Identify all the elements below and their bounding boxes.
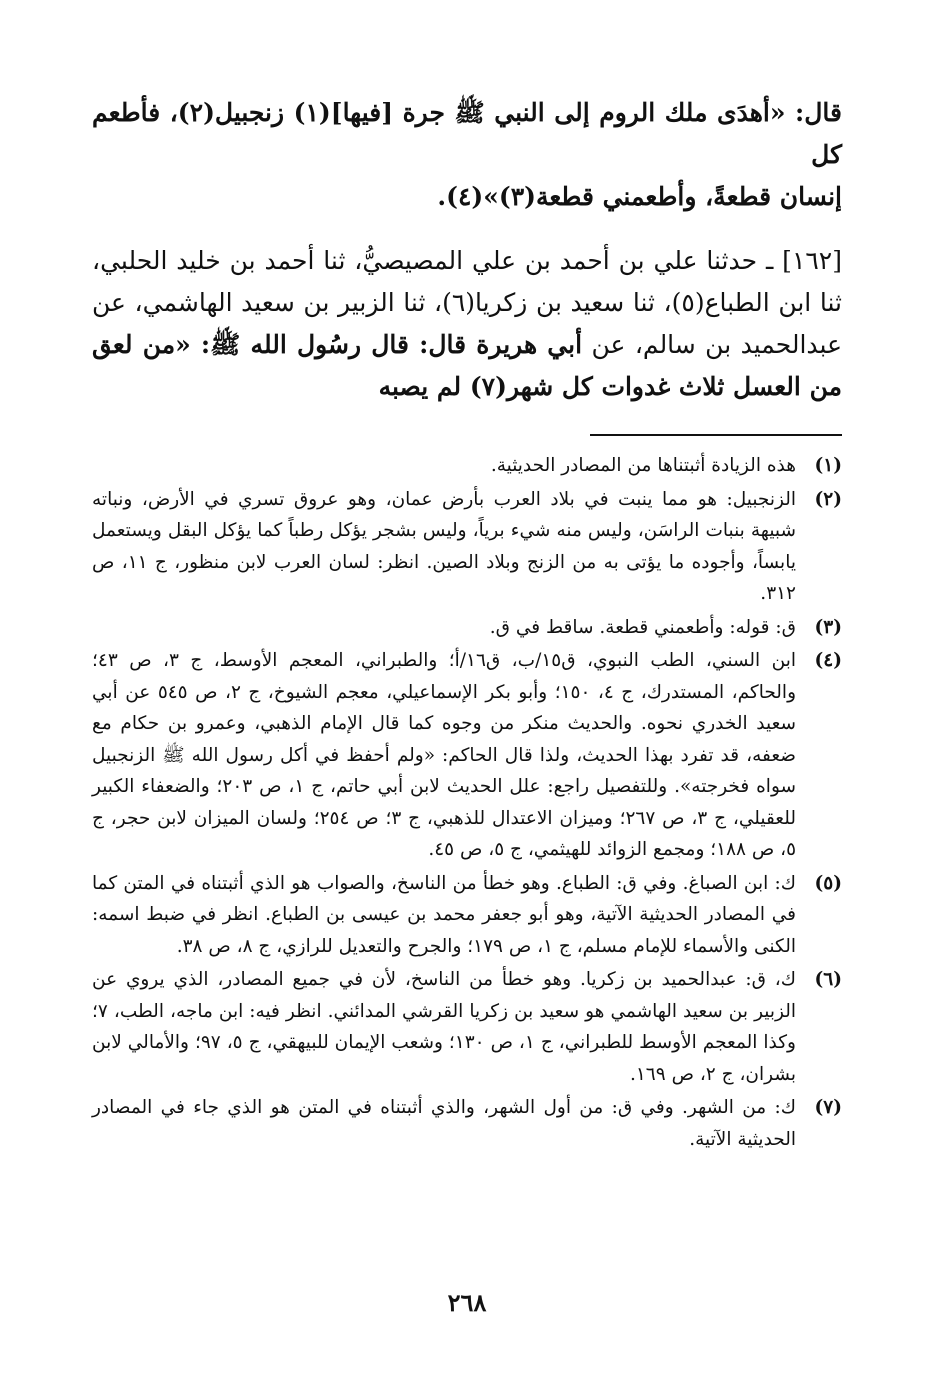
hadith-text: [١٦٢] ـ حدثنا علي بن أحمد بن علي المصيصيُّ، ثنا أحمد بن خليد الحلبي، ثنا ابن الطباع(٥)، ثنا سعيد بن زكريا(٦)، ثنا الزبير بن سعيد الهاشمي، عن عبدالحميد بن سالم، عن <box>92 246 842 359</box>
intro-line-2: إنسان قطعةً، وأطعمني قطعة(٣)»(٤). <box>437 182 842 211</box>
footnote-text: ق: قوله: وأطعمني قطعة. ساقط في ق. <box>489 616 796 638</box>
footnote <box>92 645 842 866</box>
hadith-bold-text: أبي هريرة قال: قال رسُول الله ﷺ: «من لعق من العسل ثلاث غدوات كل شهر(٧) لم يصبه <box>92 330 842 401</box>
footnote-text: ك: من الشهر. وفي ق: من أول الشهر، والذي أثبتناه في المتن هو الذي جاء في المصادر الحديثية الآتية. <box>92 1097 796 1150</box>
footnote-number: (٦) <box>814 969 842 990</box>
footnote-text: هذه الزيادة أثبتناها من المصادر الحديثية. <box>490 455 796 476</box>
page-number: ٢٦٨ <box>447 1288 487 1317</box>
footnote-number: (٥) <box>814 872 842 894</box>
footnote-number: (٤) <box>814 650 842 671</box>
hadith-paragraph <box>92 240 842 408</box>
footnote-divider <box>590 434 842 436</box>
footnote-number: (١) <box>814 455 842 476</box>
footnote <box>92 612 842 644</box>
footnote <box>92 450 842 482</box>
footnotes <box>92 450 842 1155</box>
footnote <box>92 868 842 963</box>
footnote-number: (٧) <box>814 1097 842 1118</box>
intro-line-1: قال: «أهدَى ملك الروم إلى النبي ﷺ جرة [فيها](١) زنجبيل(٢)، فأطعم كل <box>92 98 842 169</box>
footnote-text: الزنجبيل: هو مما ينبت في بلاد العرب بأرض عمان، وهو عروق تسري في الأرض، ونباته شبيهة بنبات الراسَن، وليس منه شيء برياً، وليس بشجر يؤكل رطباً كما يؤكل البقل ويستعمل يابساً، وأجوده ما يؤتى به من الزنج وبلاد الصين. انظر: لسان العرب لابن منظور، ج ١١، ص ٣١٢. <box>92 488 796 604</box>
footnote <box>92 1092 842 1155</box>
main-text <box>92 92 842 408</box>
footnote-text: ك، ق: عبدالحميد بن زكريا. وهو خطأ من الناسخ، لأن في جميع المصادر، الذي يروي عن الزبير بن سعيد الهاشمي هو سعيد بن زكريا القرشي المدائني. انظر فيه: ابن ماجه، الطب، ٧؛ وكذا المعجم الأوسط للطبراني، ج ١، ص ١٣٠؛ وشعب الإيمان للبيهقي، ج ٥، ٩٧؛ والأمالي لابن بشران، ج ٢، ص ١٦٩. <box>92 969 796 1085</box>
footnote-text: ك: ابن الصباغ. وفي ق: الطباع. وهو خطأ من الناسخ، والصواب هو الذي أثبتناه في المتن كما في المصادر الحديثية الآتية، وهو أبو جعفر محمد بن عيسى بن الطباع. انظر في ضبط اسمه: الكنى والأسماء للإمام مسلم، ج ١، ص ١٧٩؛ والجرح والتعديل للرازي، ج ٨، ص ٣٨. <box>92 872 796 957</box>
footnote-text: ابن السني، الطب النبوي، ق١٥/ب، ق١٦/أ؛ والطبراني، المعجم الأوسط، ج ٣، ص ٤٣؛ والحاكم، المستدرك، ج ٤، ١٥٠؛ وأبو بكر الإسماعيلي، معجم الشيوخ، ج ٢، ص ٥٤٥ عن أبي سعيد الخدري نحوه. والحديث منكر من وجوه كما قال الإمام الذهبي، وعمرو بن حكام مع ضعفه، قد تفرد بهذا الحديث، ولذا قال الحاكم: «ولم أحفظ في أكل رسول الله ﷺ الزنجبيل سواه فخرجته». وللتفصيل راجع: علل الحديث لابن أبي حاتم، ج ١، ص ٢٠٣؛ والضعفاء الكبير للعقيلي، ج ٣، ص ٢٦٧؛ وميزان الاعتدال للذهبي، ج ٣؛ ص ٢٥٤؛ ولسان الميزان لابن حجر، ج ٥، ص ١٨٨؛ ومجمع الزوائد للهيثمي، ج ٥، ص ٤٥. <box>92 650 797 860</box>
footnote-number: (٣) <box>814 616 842 638</box>
footnote <box>92 964 842 1090</box>
intro-paragraph <box>92 92 842 218</box>
footnote-number: (٢) <box>814 488 842 510</box>
footnote <box>92 484 842 610</box>
